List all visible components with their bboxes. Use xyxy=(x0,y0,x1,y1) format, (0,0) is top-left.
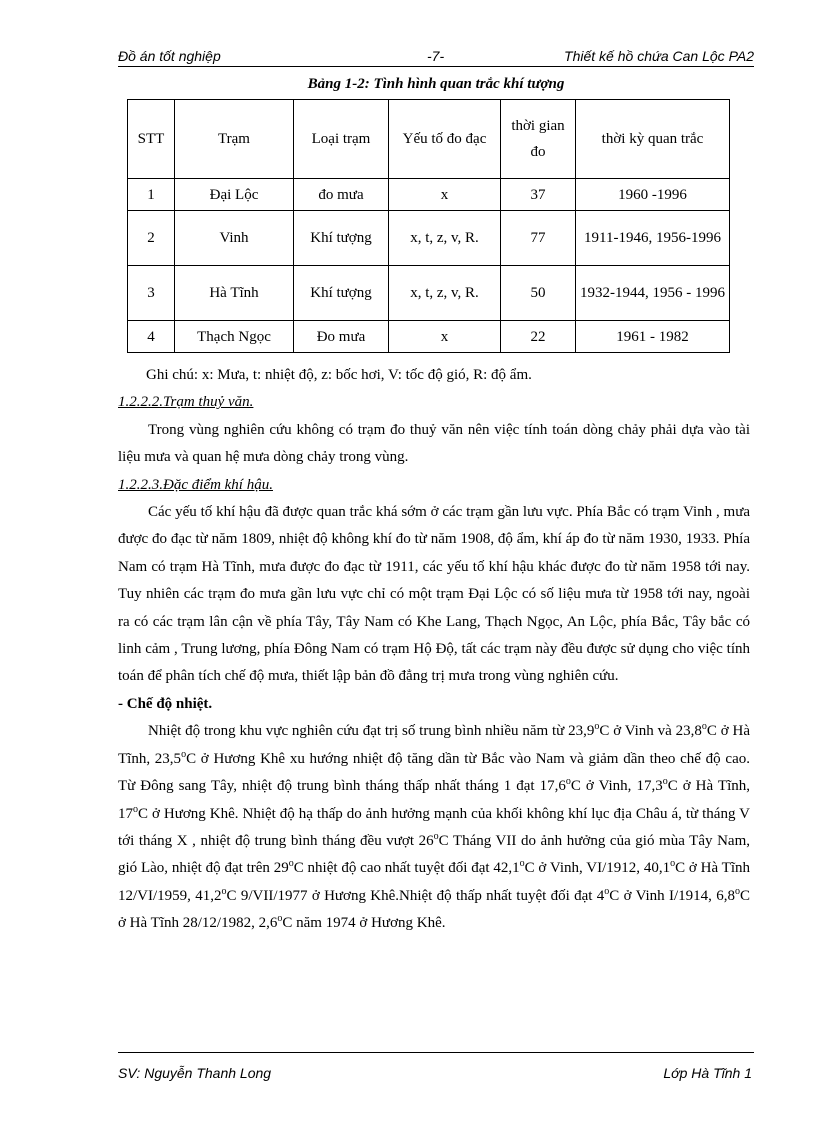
table-cell: 1911-1946, 1956-1996 xyxy=(576,211,730,266)
table-cell: 22 xyxy=(501,321,576,353)
section-heading-hydrology: 1.2.2.2.Trạm thuỷ văn. xyxy=(118,394,254,411)
header-cell: Trạm xyxy=(175,100,294,179)
table-cell: 50 xyxy=(501,266,576,321)
table-cell: 1961 - 1982 xyxy=(576,321,730,353)
header-cell: thời kỳ quan trắc xyxy=(576,100,730,179)
page-footer xyxy=(118,1052,754,1081)
section-heading-climate: 1.2.2.3.Đặc điểm khí hậu. xyxy=(118,476,273,493)
page-header xyxy=(118,46,754,67)
paragraph-temperature: Nhiệt độ trong khu vực nghiên cứu đạt trị số trung bình nhiều năm từ 23,9$^o$C ở Vinh và 23,8$^o$C ở Hà Tĩnh, 23,5$^o$C ở Hương Khê xu hướng nhiệt độ tăng dần từ Bắc vào Nam và giảm dần theo chế độ cao. Từ Đông sang Tây, nhiệt độ trung bình tháng thấp nhất tháng 1 đạt 17,6$^o$C ở Vinh, 17,3$^o$C ở Hà Tĩnh, 17$^o$C ở Hương Khê. Nhiệt độ hạ thấp do ảnh hưởng mạnh của khối không khí lục địa Châu á, từ tháng V tới tháng X , nhiệt độ trung bình tháng đều vượt 26$^o$C Tháng VII do ảnh hưởng của gió mùa Tây Nam, gió Lào, nhiệt độ đạt trên 29$^o$C nhiệt độ cao nhất tuyệt đối đạt 42,1$^o$C ở Vinh, VI/1912, 40,1$^o$C ở Hà Tĩnh 12/VI/1959, 41,2$^o$C 9/VII/1977 ở Hương Khê.Nhiệt độ thấp nhất tuyệt đối đạt 4$^o$C ở Vinh I/1914, 6,8$^o$C ở Hà Tĩnh 28/12/1982, 2,6$^o$C năm 1974 ở Hương Khê. xyxy=(118,721,750,932)
header-cell: STT xyxy=(128,100,175,179)
header-cell: thời gian đo xyxy=(501,100,576,179)
page-number: -7- xyxy=(427,48,445,64)
table-cell: 1 xyxy=(128,179,175,211)
table-row xyxy=(128,211,730,266)
table-cell: 3 xyxy=(128,266,175,321)
table-cell: x, t, z, v, R. xyxy=(389,211,501,266)
table-cell: Đại Lộc xyxy=(175,179,294,211)
table-cell: x xyxy=(389,321,501,353)
table-row xyxy=(128,179,730,211)
footer-class: Lớp Hà Tĩnh 1 xyxy=(663,1065,752,1081)
table-note: Ghi chú: x: Mưa, t: nhiệt độ, z: bốc hơi, V: tốc độ gió, R: độ ẩm. xyxy=(146,367,532,383)
header-cell: Loại trạm xyxy=(294,100,389,179)
table-cell: x xyxy=(389,179,501,211)
table-cell: 4 xyxy=(128,321,175,353)
table-caption: Bảng 1-2: Tình hình quan trắc khí tượng xyxy=(307,76,565,92)
footer-student: SV: Nguyễn Thanh Long xyxy=(118,1065,272,1081)
table-cell: Khí tượng xyxy=(294,266,389,321)
paragraph-climate: Các yếu tố khí hậu đã được quan trắc khá sớm ở các trạm gần lưu vực. Phía Bắc có trạm Vinh , mưa được đo đạc từ năm 1809, nhiệt độ không khí đo từ năm 1908, độ ẩm, khí áp đo từ năm 1930, 1933. Phía Nam có trạm Hà Tĩnh, mưa được đo đạc từ 1911, các yếu tố khí hậu khác được đo từ năm 1958 tới nay. Tuy nhiên các trạm đo mưa gần lưu vực chỉ có một trạm Đại Lộc có số liệu mưa từ 1958 tới nay, ngoài ra có các trạm lân cận về phía Tây, Tây Nam có Khe Lang, Thạch Ngọc, An Lộc, phía Bắc, Tây bắc có linh cảm , Trung lương, phía Đông Nam có trạm Hộ Độ, tất các trạm này đều được sử dụng cho việc tính toán để phân tích chế độ mưa, thiết lập bản đồ đẳng trị mưa trong vùng nghiên cứu. xyxy=(118,504,750,685)
table-cell: x, t, z, v, R. xyxy=(389,266,501,321)
observation-table xyxy=(127,99,730,353)
table-cell: Vinh xyxy=(175,211,294,266)
table-cell: Thạch Ngọc xyxy=(175,321,294,353)
table-cell: đo mưa xyxy=(294,179,389,211)
table-row xyxy=(128,321,730,353)
section-heading-temperature: - Chế độ nhiệt. xyxy=(118,695,213,712)
header-right: Thiết kế hồ chứa Can Lộc PA2 xyxy=(564,48,754,64)
table-cell: 37 xyxy=(501,179,576,211)
table-cell: Hà Tĩnh xyxy=(175,266,294,321)
table-header-row xyxy=(128,100,730,179)
table-row xyxy=(128,266,730,321)
table-cell: 1932-1944, 1956 - 1996 xyxy=(576,266,730,321)
document-body xyxy=(118,362,750,938)
table-cell: 2 xyxy=(128,211,175,266)
table-cell: Khí tượng xyxy=(294,211,389,266)
header-cell: Yếu tố đo đạc xyxy=(389,100,501,179)
header-left: Đồ án tốt nghiệp xyxy=(118,48,221,64)
table-cell: Đo mưa xyxy=(294,321,389,353)
paragraph-hydrology: Trong vùng nghiên cứu không có trạm đo thuỷ văn nên việc tính toán dòng chảy phải dựa vào tài liệu mưa và quan hệ mưa dòng chảy trong vùng. xyxy=(118,421,750,466)
table-cell: 77 xyxy=(501,211,576,266)
table-cell: 1960 -1996 xyxy=(576,179,730,211)
